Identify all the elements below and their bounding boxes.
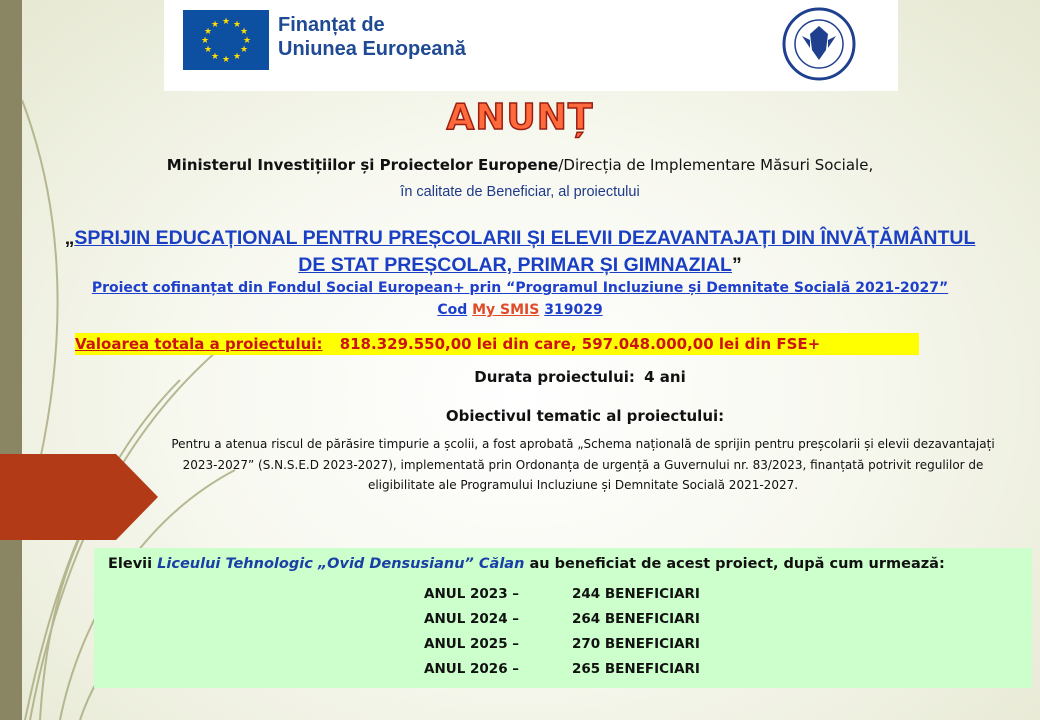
beneficiaries-box xyxy=(94,548,1032,688)
ministry-name: Ministerul Investițiilor și Proiectelor Europene xyxy=(166,156,559,174)
beneficiaries-intro xyxy=(108,556,945,572)
beneficiary-row-2024 xyxy=(424,611,700,627)
eu-text-line1: Finanțat de xyxy=(278,14,385,36)
svg-text:★: ★ xyxy=(242,36,252,46)
beneficiary-row-2023 xyxy=(424,586,700,602)
duration-value: 4 ani xyxy=(644,368,686,386)
row-year: ANUL 2025 – xyxy=(424,636,520,652)
svg-text:★: ★ xyxy=(239,45,249,55)
svg-text:★: ★ xyxy=(203,27,213,37)
cofinance-link[interactable]: Proiect cofinanțat din Fondul Social European+ prin “Programul Incluziune și Demnitate Socială 2021-2027” xyxy=(91,280,949,296)
project-title-line2[interactable]: DE STAT PREȘCOLAR, PRIMAR ȘI GIMNAZIAL xyxy=(298,254,732,276)
svg-text:★: ★ xyxy=(200,36,210,46)
eu-funding-text xyxy=(278,13,466,61)
title-close-quote: ” xyxy=(731,254,742,276)
svg-text:★: ★ xyxy=(239,27,249,37)
project-title-line1[interactable]: SPRIJIN EDUCAȚIONAL PENTRU PREȘCOLARII ȘI ELEVII DEZAVANTAJAȚI DIN ÎNVĂȚĂMÂNTUL xyxy=(74,227,976,249)
announcement-title: ANUNȚ xyxy=(446,97,594,138)
project-value-label: Valoarea totala a proiectului: xyxy=(75,335,323,353)
romanian-government-seal-icon xyxy=(782,6,856,82)
row-count: 270 BENEFICIARI xyxy=(572,636,700,652)
row-year: ANUL 2026 – xyxy=(424,661,520,677)
smis-code-line xyxy=(0,302,1040,318)
directorate-name: /Direcția de Implementare Măsuri Sociale, xyxy=(558,156,874,174)
svg-text:★: ★ xyxy=(221,55,231,65)
ministry-line xyxy=(0,156,1040,174)
svg-text:★: ★ xyxy=(210,20,220,30)
eu-flag-icon xyxy=(183,10,269,70)
project-value-amount: 818.329.550,00 lei din care, 597.048.000,00 lei din FSE+ xyxy=(339,335,821,353)
project-title xyxy=(0,225,1040,279)
svg-text:★: ★ xyxy=(232,52,242,62)
svg-text:★: ★ xyxy=(221,17,231,27)
intro-start: Elevii xyxy=(108,556,153,572)
beneficiary-row-2025 xyxy=(424,636,700,652)
logo-banner xyxy=(164,0,898,91)
row-count: 265 BENEFICIARI xyxy=(572,661,700,677)
row-count: 244 BENEFICIARI xyxy=(572,586,700,602)
row-year: ANUL 2024 – xyxy=(424,611,520,627)
school-name: Liceului Tehnologic „Ovid Densusianu” Călan xyxy=(157,556,525,572)
svg-text:★: ★ xyxy=(203,45,213,55)
svg-text:★: ★ xyxy=(232,20,242,30)
duration-label: Durata proiectului: xyxy=(474,368,635,386)
project-duration xyxy=(0,368,1040,386)
cod-label[interactable]: Cod xyxy=(437,302,468,318)
row-count: 264 BENEFICIARI xyxy=(572,611,700,627)
beneficiary-row-2026 xyxy=(424,661,700,677)
smis-label[interactable]: My SMIS xyxy=(472,302,540,318)
intro-end: au beneficiat de acest proiect, după cum urmează: xyxy=(529,556,945,572)
project-value-highlight xyxy=(75,333,919,355)
red-arrow-decoration xyxy=(0,454,158,540)
objective-text: Pentru a atenua riscul de părăsire timpurie a școlii, a fost aprobată „Schema națională de sprijin pentru preșcolarii și elevii dezavantajați 2023-2027” (S.N.S.E.D 2023-2027), implementată prin Ordonanța de urgență a Guvernului nr. 83/2023, finanțată potrivit regulilor de eligibilitate ale Programului Incluziune și Demnitate Socială 2021-2027. xyxy=(171,437,995,492)
svg-text:★: ★ xyxy=(210,52,220,62)
eu-text-line2: Uniunea Europeană xyxy=(278,38,466,60)
objective-title: Obiectivul tematic al proiectului: xyxy=(445,407,725,425)
title-open-quote: „ xyxy=(64,227,75,249)
beneficiary-line: în calitate de Beneficiar, al proiectului xyxy=(400,184,640,200)
smis-code[interactable]: 319029 xyxy=(544,302,603,318)
row-year: ANUL 2023 – xyxy=(424,586,520,602)
